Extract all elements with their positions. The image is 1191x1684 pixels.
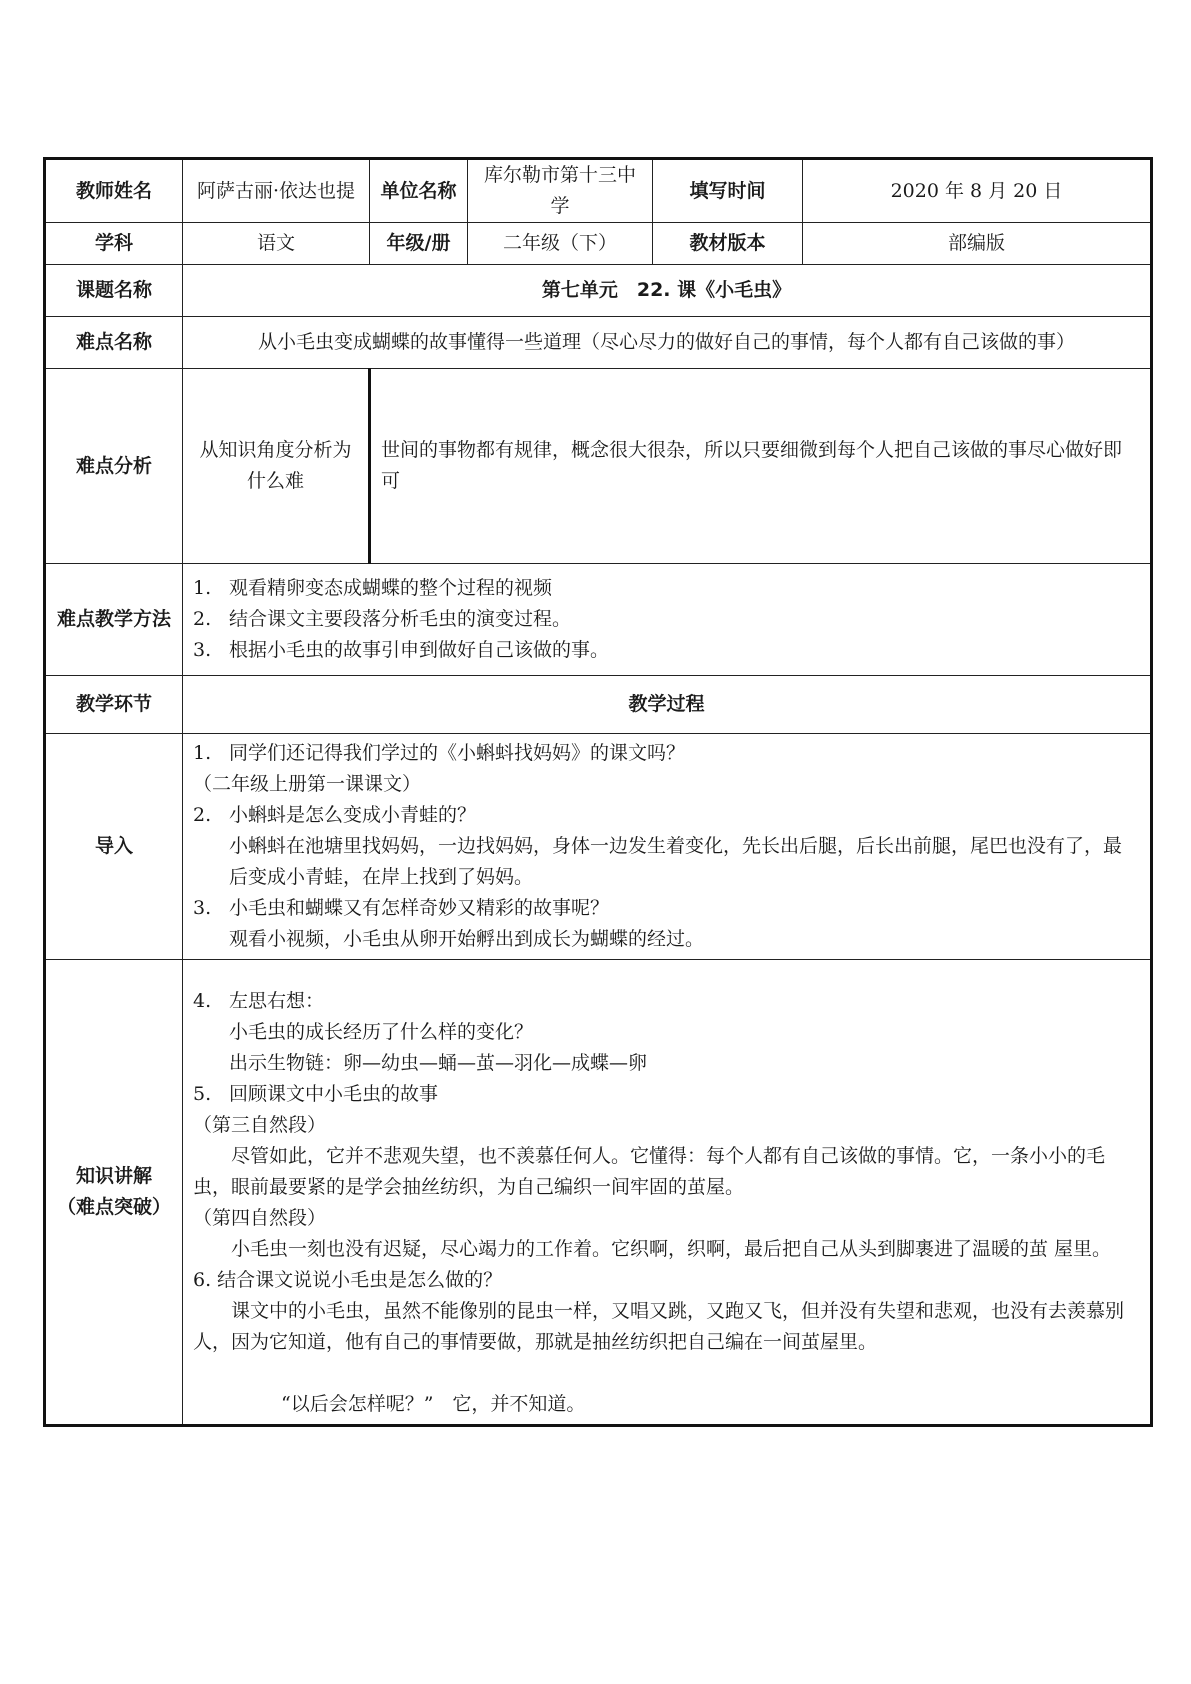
knowledge-line: （第三自然段） [193,1114,327,1136]
intro-line: 小蝌蚪在池塘里找妈妈，一边找妈妈，身体一边发生着变化，先长出后腿，后长出前腿，尾巴也没有了，最后变成小青蛙，在岸上找到了妈妈。 [229,835,1123,888]
lesson-plan-table [43,157,1153,1427]
row-knowledge [45,960,1152,1426]
knowledge-line: “以后会怎样呢？” 它，并不知道。 [281,1393,586,1415]
knowledge-label-sub: （难点突破） [56,1196,171,1218]
intro-line: 观看小视频，小毛虫从卵开始孵出到成长为蝴蝶的经过。 [229,928,705,950]
knowledge-content [183,960,1152,1426]
row-process-header [45,676,1152,734]
topic-label: 课题名称 [45,265,183,317]
knowledge-line: 4. 左思右想： [193,990,325,1012]
row-methods [45,564,1152,676]
intro-line: 1. 同学们还记得我们学过的《小蝌蚪找妈妈》的课文吗？ [193,742,686,764]
date-label: 填写时间 [653,159,803,223]
subject-label: 学科 [45,223,183,265]
edition-label: 教材版本 [653,223,803,265]
intro-line: 3. 小毛虫和蝴蝶又有怎样奇妙又精彩的故事呢？ [193,897,610,919]
method-item: 3. 根据小毛虫的故事引申到做好自己该做的事。 [193,639,610,661]
knowledge-line: 出示生物链：卵—幼虫—蛹—茧—羽化—成蝶—卵 [229,1052,648,1074]
knowledge-line: 小毛虫的成长经历了什么样的变化？ [229,1021,534,1043]
topic-value: 第七单元 22. 课《小毛虫》 [183,265,1152,317]
row-analysis [45,369,1152,564]
teacher-value: 阿萨古丽·依达也提 [183,159,370,223]
row-header-info [45,159,1152,223]
intro-content [183,734,1152,960]
difficulty-value: 从小毛虫变成蝴蝶的故事懂得一些道理（尽心尽力的做好自己的事情，每个人都有自己该做的事） [183,317,1152,369]
subject-value: 语文 [183,223,370,265]
intro-label: 导入 [45,734,183,960]
grade-label: 年级/册 [370,223,468,265]
analysis-text: 世间的事物都有规律，概念很大很杂，所以只要细微到每个人把自己该做的事尽心做好即可 [370,369,1152,564]
unit-label: 单位名称 [370,159,468,223]
row-intro [45,734,1152,960]
method-item: 2. 结合课文主要段落分析毛虫的演变过程。 [193,608,572,630]
methods-label: 难点教学方法 [45,564,183,676]
process-stage-label: 教学环节 [45,676,183,734]
knowledge-line: 尽管如此，它并不悲观失望，也不羡慕任何人。它懂得：每个人都有自己该做的事情。它，一条小小的毛虫，眼前最要紧的是学会抽丝纺织，为自己编织一间牢固的茧屋。 [193,1145,1106,1198]
analysis-sub-label: 从知识角度分析为什么难 [183,369,370,564]
row-topic [45,265,1152,317]
row-subject [45,223,1152,265]
knowledge-line: 小毛虫一刻也没有迟疑，尽心竭力的工作着。它织啊，织啊，最后把自己从头到脚裹进了温暖的茧 屋里。 [231,1238,1112,1260]
knowledge-label [45,960,183,1426]
intro-line: 2. 小蝌蚪是怎么变成小青蛙的？ [193,804,477,826]
date-value: 2020 年 8 月 20 日 [803,159,1152,223]
unit-value: 库尔勒市第十三中学 [468,159,653,223]
edition-value: 部编版 [803,223,1152,265]
process-label: 教学过程 [183,676,1152,734]
teacher-label: 教师姓名 [45,159,183,223]
knowledge-line: 6. 结合课文说说小毛虫是怎么做的？ [193,1269,503,1291]
knowledge-line: 5. 回顾课文中小毛虫的故事 [193,1083,439,1105]
intro-line: （二年级上册第一课课文） [193,773,422,795]
grade-value: 二年级（下） [468,223,653,265]
knowledge-line: 课文中的小毛虫，虽然不能像别的昆虫一样，又唱又跳，又跑又飞，但并没有失望和悲观，也没有去羡慕别人，因为它知道，他有自己的事情要做，那就是抽丝纺织把自己编在一间茧屋里。 [193,1300,1125,1353]
knowledge-label-main: 知识讲解 [75,1165,152,1187]
method-item: 1. 观看精卵变态成蝴蝶的整个过程的视频 [193,577,553,599]
methods-list [183,564,1152,676]
knowledge-line: （第四自然段） [193,1207,327,1229]
row-difficulty [45,317,1152,369]
analysis-label: 难点分析 [45,369,183,564]
difficulty-label: 难点名称 [45,317,183,369]
